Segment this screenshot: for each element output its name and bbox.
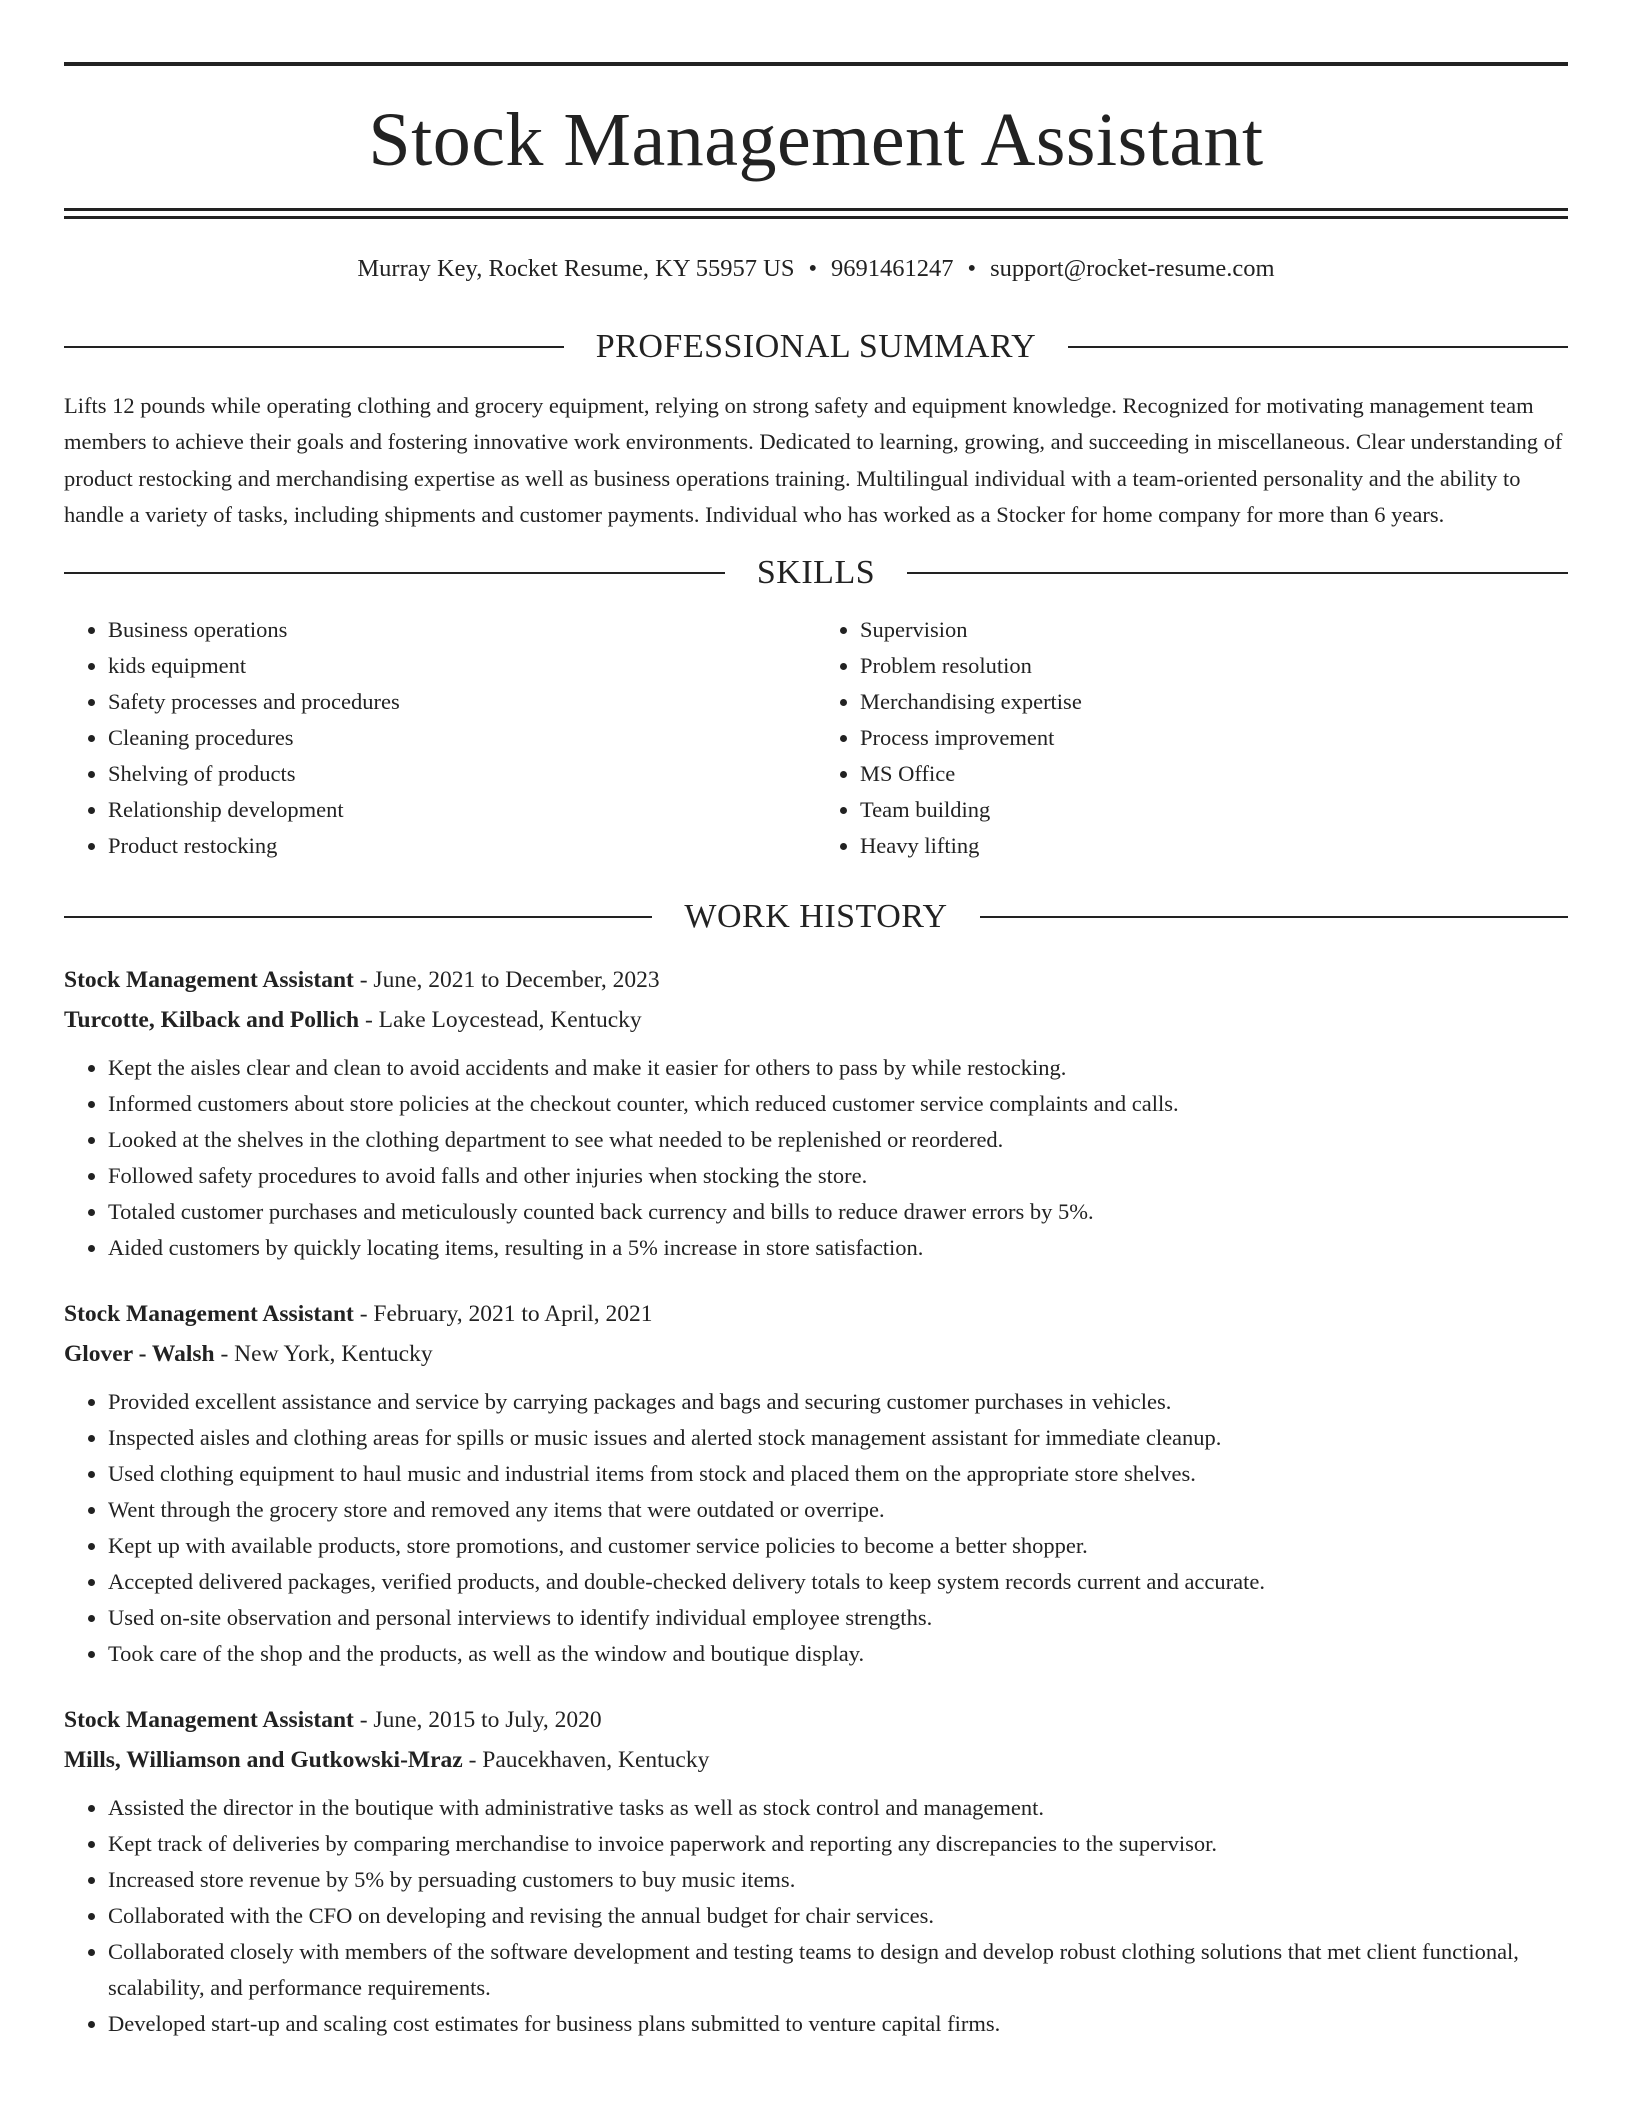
job-title: Stock Management Assistant [64, 1301, 354, 1327]
job-bullet: • Developed start-up and scaling cost estimates for business plans submitted to venture capital firms. [108, 2006, 1568, 2042]
job-bullet: • Used clothing equipment to haul music and industrial items from stock and placed them on the appropriate store shelves. [108, 1456, 1568, 1492]
summary-paragraph: Lifts 12 pounds while operating clothing and grocery equipment, relying on strong safety and equipment knowledge. Recognized for motivating management team members to achieve their goals and fostering innovative work environments. Dedicated to learning, growing, and succeeding in miscellaneous. Clear understanding of product restocking and merchandising expertise as well as business operations training. Multilingual individual with a team-oriented personality and the ability to handle a variety of tasks, including shipments and customer payments. Individual who has worked as a Stocker for home company for more than 6 years. [64, 392, 1563, 527]
job-bullet: • Kept the aisles clear and clean to avoid accidents and make it easier for others to pass by while restocking. [108, 1050, 1568, 1086]
contact-phone: 9691461247 [831, 255, 954, 282]
skill-item: • Supervision [860, 612, 1568, 648]
job-title-line [64, 960, 1568, 1000]
contact-address: Murray Key, Rocket Resume, KY 55957 US [357, 255, 795, 282]
job-bullet: • Collaborated with the CFO on developing and revising the annual budget for chair services. [108, 1898, 1568, 1934]
job-bullet: • Increased store revenue by 5% by persuading customers to buy music items. [108, 1862, 1568, 1898]
skills-column-left [64, 612, 816, 864]
job-company: Mills, Williamson and Gutkowski-Mraz [64, 1747, 463, 1773]
title-double-rule [64, 208, 1568, 219]
job-company: Turcotte, Kilback and Pollich [64, 1007, 360, 1033]
section-rule [1068, 346, 1568, 348]
section-title: SKILLS [756, 554, 876, 591]
job-bullet: • Collaborated closely with members of the software development and testing teams to design and develop robust clothing solutions that met client functional, scalability, and performance requirements. [108, 1934, 1568, 2006]
job-company-line [64, 1334, 1568, 1374]
job-dates: - February, 2021 to April, 2021 [353, 1301, 653, 1327]
skills-column-right [816, 612, 1568, 864]
job-bullet: • Totaled customer purchases and meticulously counted back currency and bills to reduce drawer errors by 5%. [108, 1194, 1568, 1230]
skill-item: • Business operations [108, 612, 816, 648]
skill-item: • Merchandising expertise [860, 684, 1568, 720]
job-bullet: • Looked at the shelves in the clothing department to see what needed to be replenished or reordered. [108, 1122, 1568, 1158]
job-title-line [64, 1294, 1568, 1334]
skill-item: • MS Office [860, 756, 1568, 792]
job-bullet: • Took care of the shop and the products, as well as the window and boutique display. [108, 1636, 1568, 1672]
skill-item: • Process improvement [860, 720, 1568, 756]
top-rule [64, 62, 1568, 66]
job-bullets [64, 1384, 1568, 1672]
job-company-line [64, 1000, 1568, 1040]
job-bullets [64, 1790, 1568, 2042]
job-title-line [64, 1700, 1568, 1740]
job-company: Glover - Walsh [64, 1341, 215, 1367]
job-bullet: • Assisted the director in the boutique with administrative tasks as well as stock control and management. [108, 1790, 1568, 1826]
section-header-work [64, 900, 1568, 934]
job-dates: - June, 2021 to December, 2023 [353, 967, 660, 993]
job-bullet: • Kept track of deliveries by comparing merchandise to invoice paperwork and reporting any discrepancies to the supervisor. [108, 1826, 1568, 1862]
skill-item: • Safety processes and procedures [108, 684, 816, 720]
section-rule [64, 572, 725, 574]
skill-item: • kids equipment [108, 648, 816, 684]
section-rule [907, 572, 1568, 574]
page-title: Stock Management Assistant [368, 98, 1264, 182]
job-dates: - June, 2015 to July, 2020 [353, 1707, 602, 1733]
job-bullet: • Inspected aisles and clothing areas for spills or music issues and alerted stock management assistant for immediate cleanup. [108, 1420, 1568, 1456]
skill-item: • Cleaning procedures [108, 720, 816, 756]
contact-separator: • [808, 255, 818, 282]
skill-item: • Product restocking [108, 828, 816, 864]
section-rule [64, 346, 564, 348]
section-rule [980, 916, 1568, 918]
job-location: - Lake Loycestead, Kentucky [359, 1007, 642, 1033]
section-rule [64, 916, 652, 918]
section-title: WORK HISTORY [684, 898, 948, 935]
contact-email: support@rocket-resume.com [990, 255, 1275, 282]
job-title: Stock Management Assistant [64, 967, 354, 993]
section-title: PROFESSIONAL SUMMARY [595, 327, 1037, 365]
section-header-summary [64, 327, 1568, 365]
job-bullet: • Went through the grocery store and removed any items that were outdated or overripe. [108, 1492, 1568, 1528]
skills-list [64, 612, 1568, 864]
skill-item: • Heavy lifting [860, 828, 1568, 864]
skill-item: • Team building [860, 792, 1568, 828]
job-bullet: • Informed customers about store policies at the checkout counter, which reduced customer service complaints and calls. [108, 1086, 1568, 1122]
work-history-list [64, 960, 1568, 2042]
contact-separator: • [967, 255, 977, 282]
job-location: - Paucekhaven, Kentucky [462, 1747, 710, 1773]
job-entry [64, 1294, 1568, 1672]
job-bullet: • Accepted delivered packages, verified products, and double-checked delivery totals to keep system records current and accurate. [108, 1564, 1568, 1600]
job-bullet: • Followed safety procedures to avoid falls and other injuries when stocking the store. [108, 1158, 1568, 1194]
skill-item: • Relationship development [108, 792, 816, 828]
job-bullet: • Kept up with available products, store promotions, and customer service policies to become a better shopper. [108, 1528, 1568, 1564]
job-location: - New York, Kentucky [214, 1341, 433, 1367]
section-header-skills [64, 556, 1568, 590]
job-entry [64, 1700, 1568, 2042]
skill-item: • Problem resolution [860, 648, 1568, 684]
contact-line [64, 257, 1568, 282]
job-bullet: • Provided excellent assistance and service by carrying packages and bags and securing customer purchases in vehicles. [108, 1384, 1568, 1420]
job-bullet: • Aided customers by quickly locating items, resulting in a 5% increase in store satisfaction. [108, 1230, 1568, 1266]
job-company-line [64, 1740, 1568, 1780]
job-bullet: • Used on-site observation and personal interviews to identify individual employee strengths. [108, 1600, 1568, 1636]
skill-item: • Shelving of products [108, 756, 816, 792]
job-entry [64, 960, 1568, 1266]
job-bullets [64, 1050, 1568, 1266]
job-title: Stock Management Assistant [64, 1707, 354, 1733]
